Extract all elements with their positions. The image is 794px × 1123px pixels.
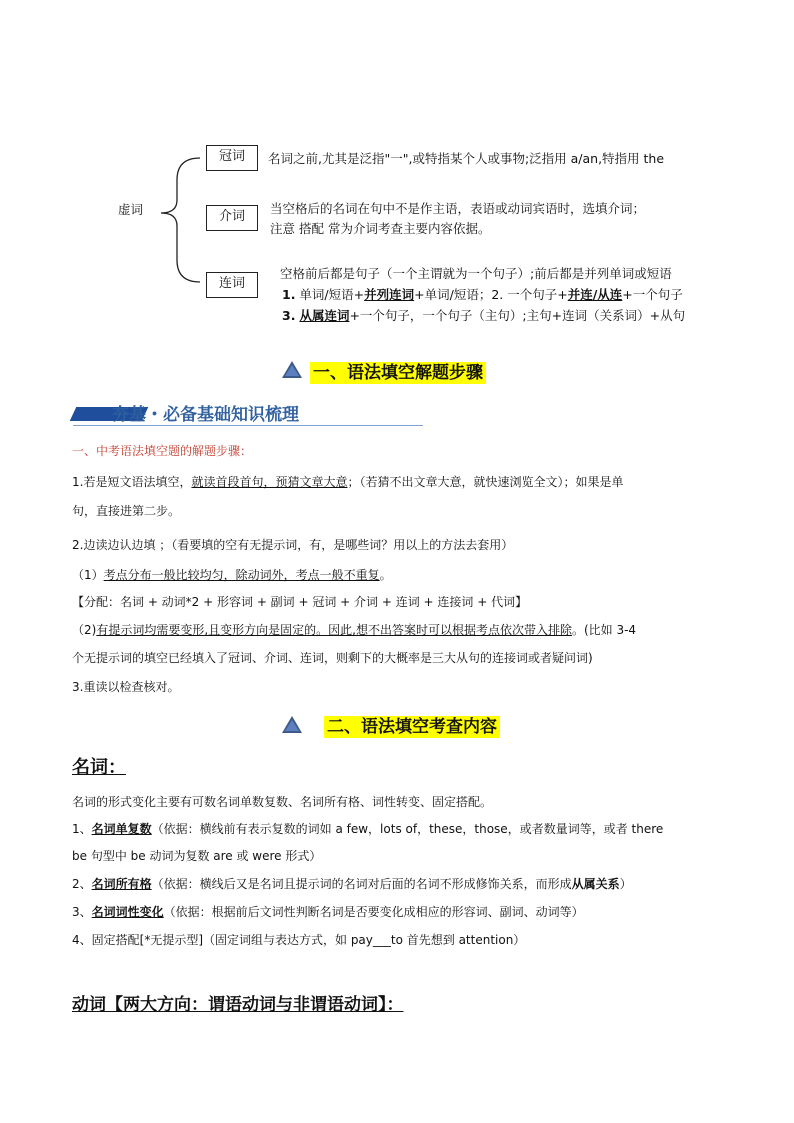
node-preposition-desc-1: 当空格后的名词在句中不是作主语，表语或动词宾语时，选填介词；	[270, 201, 646, 216]
node-conjunction-desc-3: 3. 从属连词+一个句子，一个句子（主句）;主句+连词（关系词）+从句	[282, 308, 686, 323]
node-preposition-box: 介词	[206, 205, 258, 231]
node-preposition-desc-2: 注意 搭配 常为介词考查主要内容依据。	[270, 221, 491, 236]
noun-heading: 名词：	[72, 757, 126, 778]
steps-p1-line1: 1.若是短文语法填空，就读首段首句，预猜文章大意；（若猜不出文章大意，就快速浏览全文）；如果是单	[72, 475, 624, 489]
node-conjunction-box: 连词	[206, 272, 258, 298]
banner-title: 夯基・必备基础知识梳理	[112, 405, 299, 425]
steps-p4: 【分配：名词 + 动词*2 + 形容词 + 副词 + 冠词 + 介词 + 连词 + 连接词 + 代词】	[72, 595, 528, 609]
node-article-desc: 名词之前,尤其是泛指"一",或特指某个人或事物;泛指用 a/an,特指用 the	[268, 151, 665, 166]
noun-item-2: 2、名词所有格（依据：横线后又是名词且提示词的名词对后面的名词不形成修饰关系，而形成从属关系）	[72, 877, 632, 891]
steps-p1-line2: 句，直接进第二步。	[72, 504, 181, 518]
steps-p2: 2.边读边认边填 ；（看要填的空有无提示词，有，是哪些词？用以上的方法去套用）	[72, 538, 514, 552]
steps-p5-line2: 个无提示词的填空已经填入了冠词、介词、连词，则剩下的大概率是三大从句的连接词或者疑问词)	[72, 651, 593, 665]
triangle-icon	[282, 361, 302, 378]
node-conjunction-desc-2: 1. 单词/短语+并列连词+单词/短语；2. 一个句子+并连/从连+一个句子	[282, 287, 683, 302]
steps-p3: （1）考点分布一般比较均匀，除动词外，考点一般不重复。	[72, 568, 392, 582]
noun-item-1-line2: be 句型中 be 动词为复数 are 或 were 形式）	[72, 849, 322, 863]
steps-p5-line1: （2)有提示词均需要变形,且变形方向是固定的。因此,想不出答案时可以根据考点依次带入排除。(比如 3-4	[72, 623, 637, 637]
noun-item-4: 4、固定搭配[*无提示型]（固定词组与表达方式，如 pay___to 首先想到 attention）	[72, 933, 526, 947]
noun-item-1-line1: 1、名词单复数（依据：横线前有表示复数的词如 a few，lots of，these，those，或者数量词等，或者 there	[72, 822, 664, 836]
section-2-title: 二、语法填空考查内容	[324, 712, 500, 737]
noun-intro: 名词的形式变化主要有可数名词单数复数、名词所有格、词性转变、固定搭配。	[72, 795, 493, 809]
noun-item-3: 3、名词词性变化（依据：根据前后文词性判断名词是否要变化成相应的形容词、副词、动词等）	[72, 905, 584, 919]
node-article-box: 冠词	[206, 145, 258, 171]
verb-heading: 动词【两大方向：谓语动词与非谓语动词】：	[72, 995, 404, 1015]
node-conjunction-desc-1: 空格前后都是句子（一个主谓就为一个句子）;前后都是并列单词或短语	[280, 266, 672, 281]
steps-p6: 3.重读以检查核对。	[72, 680, 180, 694]
section-1-title: 一、语法填空解题步骤	[310, 358, 486, 383]
banner-underline	[73, 425, 423, 426]
steps-heading: 一、中考语法填空题的解题步骤：	[72, 444, 253, 458]
triangle-icon	[282, 716, 302, 733]
tree-root-label: 虚词	[118, 202, 144, 217]
